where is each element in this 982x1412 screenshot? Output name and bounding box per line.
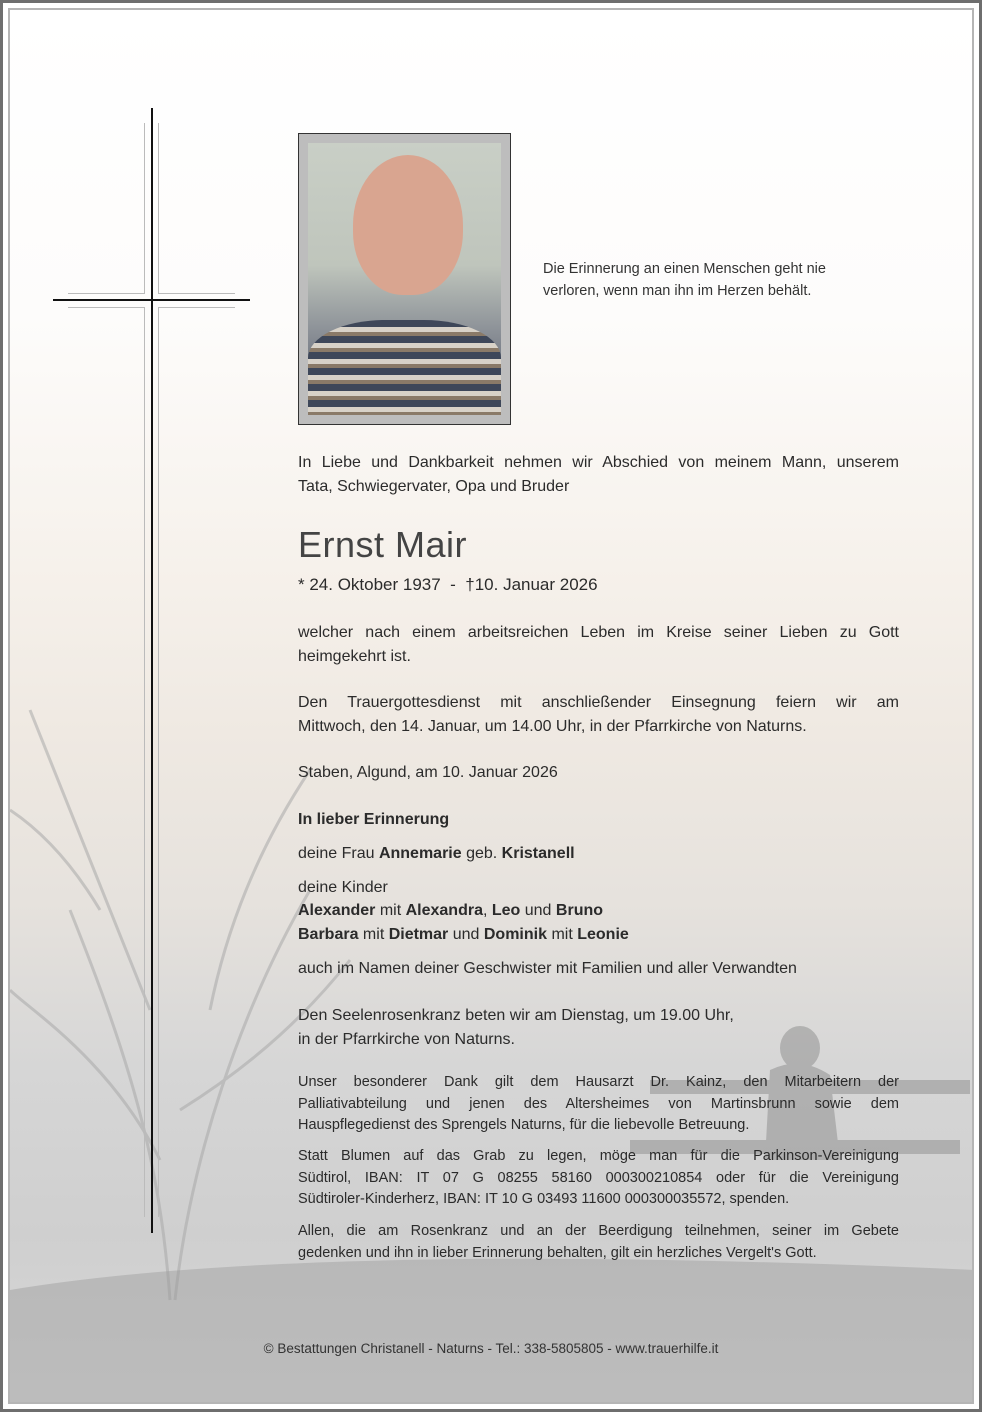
intro-text: In Liebe und Dankbarkeit nehmen wir Abschied von meinem Mann, unserem Tata, Schwiegervater, Opa und Bruder bbox=[298, 454, 899, 495]
thanks-text: Unser besonderer Dank gilt dem Hausarzt Dr. Kainz, den Mitarbeitern der Palliativabteilung und jenen des Altersheimes von Martinsbrunn sowie dem Hauspflegedienst des Sprengels Naturns, für die liebevolle Betreuung. bbox=[298, 1074, 899, 1133]
donation-text: Statt Blumen auf das Grab zu legen, möge man für die Parkinson-Vereinigung Südtirol, IBAN: IT 07 G 08255 58160 000300210854 oder für die Vereinigung Südtiroler-Kinderherz, IBAN: IT 10 G 03493 11600 000300035572, spenden. bbox=[298, 1148, 899, 1207]
siblings-text: auch im Namen deiner Geschwister mit Familien und aller Verwandten bbox=[298, 960, 797, 977]
life-dates: * 24. Oktober 1937 - †10. Januar 2026 bbox=[298, 575, 598, 594]
closing-text: Allen, die am Rosenkranz und an der Beerdigung teilnehmen, seiner im Gebete gedenken und ihn in lieber Erinnerung behalten, gilt ein herzliches Vergelt's Gott. bbox=[298, 1223, 899, 1261]
cross-outline bbox=[144, 307, 145, 1217]
cross-outline bbox=[158, 293, 235, 294]
cross-outline bbox=[68, 293, 145, 294]
funeral-service-text: Den Trauergottesdienst mit anschließender Einsegnung feiern wir am Mittwoch, den 14. Januar, um 14.00 Uhr, in der Pfarrkirche von Naturns. bbox=[298, 694, 899, 735]
children-label: deine Kinder bbox=[298, 879, 388, 896]
place-date: Staben, Algund, am 10. Januar 2026 bbox=[298, 764, 558, 781]
cross-outline bbox=[158, 123, 159, 293]
passing-text: welcher nach einem arbeitsreichen Leben im Kreise seiner Lieben zu Gott heimgekehrt ist. bbox=[298, 624, 899, 665]
memorial-quote: Die Erinnerung an einen Menschen geht nie verloren, wenn man ihn im Herzen behält. bbox=[543, 261, 826, 299]
rosary-text: Den Seelenrosenkranz beten wir am Dienstag, um 19.00 Uhr, in der Pfarrkirche von Naturns. bbox=[298, 1007, 734, 1048]
deceased-name: Ernst Mair bbox=[298, 524, 468, 565]
footer-credits: © Bestattungen Christanell - Naturns - Tel.: 338-5805805 - www.trauerhilfe.it bbox=[263, 1341, 719, 1356]
cross-outline bbox=[68, 307, 145, 308]
cross-outline bbox=[158, 307, 159, 1217]
mourners-heading: In lieber Erinnerung bbox=[298, 811, 450, 828]
mourner-wife: deine Frau Annemarie geb. Kristanell bbox=[298, 845, 575, 862]
mourner-children-line: Alexander mit Alexandra, Leo und Bruno bbox=[298, 902, 604, 919]
cross-outline bbox=[158, 307, 235, 308]
portrait-photo bbox=[298, 133, 511, 425]
cross-vertical bbox=[151, 108, 153, 1233]
cross-outline bbox=[144, 123, 145, 293]
mourner-children-line: Barbara mit Dietmar und Dominik mit Leonie bbox=[298, 926, 629, 943]
cross-horizontal bbox=[53, 299, 250, 301]
